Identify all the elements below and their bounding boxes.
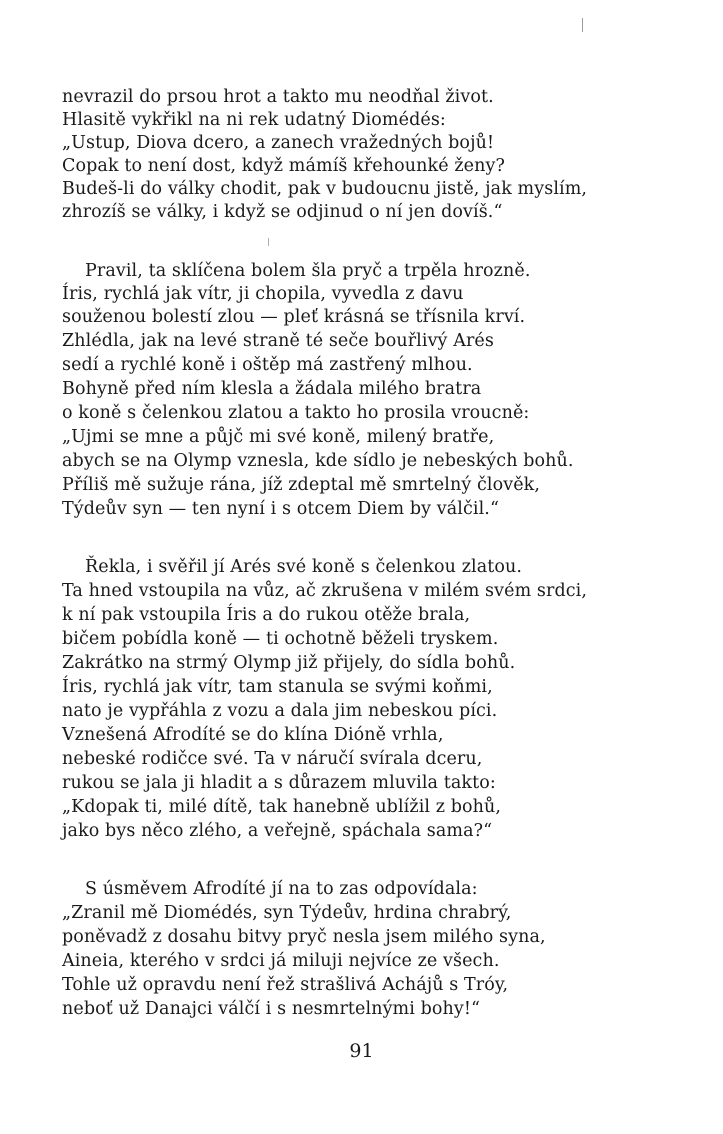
text-line: zhrozíš se války, i když se odjinud o ní jen dovíš.“ xyxy=(62,202,503,222)
text-line: Hlasitě vykřikl na ni rek udatný Diomédés: xyxy=(62,110,446,130)
text-line-indented: Řekla, i svěřil jí Arés své koně s čelenkou zlatou. xyxy=(85,557,523,577)
text-line: „Ustup, Diova dcero, a zanech vražedných bojů! xyxy=(62,133,495,153)
text-line: Bohyně před ním klesla a žádala milého bratra xyxy=(62,379,482,399)
text-line: jako bys něco zlého, a veřejně, spáchala sama?“ xyxy=(62,821,493,841)
text-line: Copak to není dost, když mámíš křehounké ženy? xyxy=(62,156,505,176)
text-line: Budeš-li do války chodit, pak v budoucnu jistě, jak myslím, xyxy=(62,179,588,199)
text-line: nevrazil do prsou hrot a takto mu neodňal život. xyxy=(62,87,494,107)
text-line: k ní pak vstoupila Íris a do rukou otěže brala, xyxy=(62,605,471,625)
text-line: Íris, rychlá jak vítr, tam stanula se svými koňmi, xyxy=(62,677,493,697)
text-line: sedí a rychlé koně i oštěp má zastřený mlhou. xyxy=(62,355,473,375)
text-line: Příliš mě sužuje rána, jíž zdeptal mě smrtelný člověk, xyxy=(62,475,541,495)
text-line: Aineia, kterého v srdci já miluji nejvíce ze všech. xyxy=(62,951,500,971)
text-line: nato je vypřáhla z vozu a dala jim nebeskou píci. xyxy=(62,701,498,721)
text-line: souženou bolestí zlou — pleť krásná se třísnila krví. xyxy=(62,307,526,327)
text-line: nebeské rodičce své. Ta v náručí svírala dceru, xyxy=(62,749,483,769)
text-line: „Zranil mě Diomédés, syn Týdeův, hrdina chrabrý, xyxy=(62,903,512,923)
text-line: rukou se jala ji hladit a s důrazem mluvila takto: xyxy=(62,773,496,793)
text-line: Vznešená Afrodíté se do klína Dióně vrhla, xyxy=(62,725,444,745)
text-line: Týdeův syn — ten nyní i s otcem Diem by válčil.“ xyxy=(62,499,500,519)
text-line: Ta hned vstoupila na vůz, ač zkrušena v milém svém srdci, xyxy=(62,581,588,601)
text-line: „Kdopak ti, milé dítě, tak hanebně ublížil z bohů, xyxy=(62,797,502,817)
text-line: abych se na Olymp vznesla, kde sídlo je nebeských bohů. xyxy=(62,451,574,471)
page-number: 91 xyxy=(349,1040,374,1062)
text-line: bičem pobídla koně — ti ochotně běželi tryskem. xyxy=(62,629,499,649)
text-line: „Ujmi se mne a půjč mi své koně, milený bratře, xyxy=(62,427,495,447)
scan-artifact-mark xyxy=(582,18,583,32)
text-line: o koně s čelenkou zlatou a takto ho prosila vroucně: xyxy=(62,403,530,423)
text-line: Íris, rychlá jak vítr, ji chopila, vyvedla z davu xyxy=(62,284,464,304)
text-line: poněvadž z dosahu bitvy pryč nesla jsem milého syna, xyxy=(62,927,546,947)
text-line: Tohle už opravdu není řež strašlivá Achájů s Tróy, xyxy=(62,975,509,995)
text-line: Zhlédla, jak na levé straně té seče bouřlivý Arés xyxy=(62,331,494,351)
text-line-indented: S úsměvem Afrodíté jí na to zas odpovídala: xyxy=(85,879,478,899)
text-line-indented: Pravil, ta sklíčena bolem šla pryč a trpěla hrozně. xyxy=(85,261,531,281)
text-line: neboť už Danajci válčí i s nesmrtelnými bohy!“ xyxy=(62,999,481,1019)
text-line: Zakrátko na strmý Olymp již přijely, do sídla bohů. xyxy=(62,653,516,673)
scan-artifact-mark xyxy=(268,238,269,246)
